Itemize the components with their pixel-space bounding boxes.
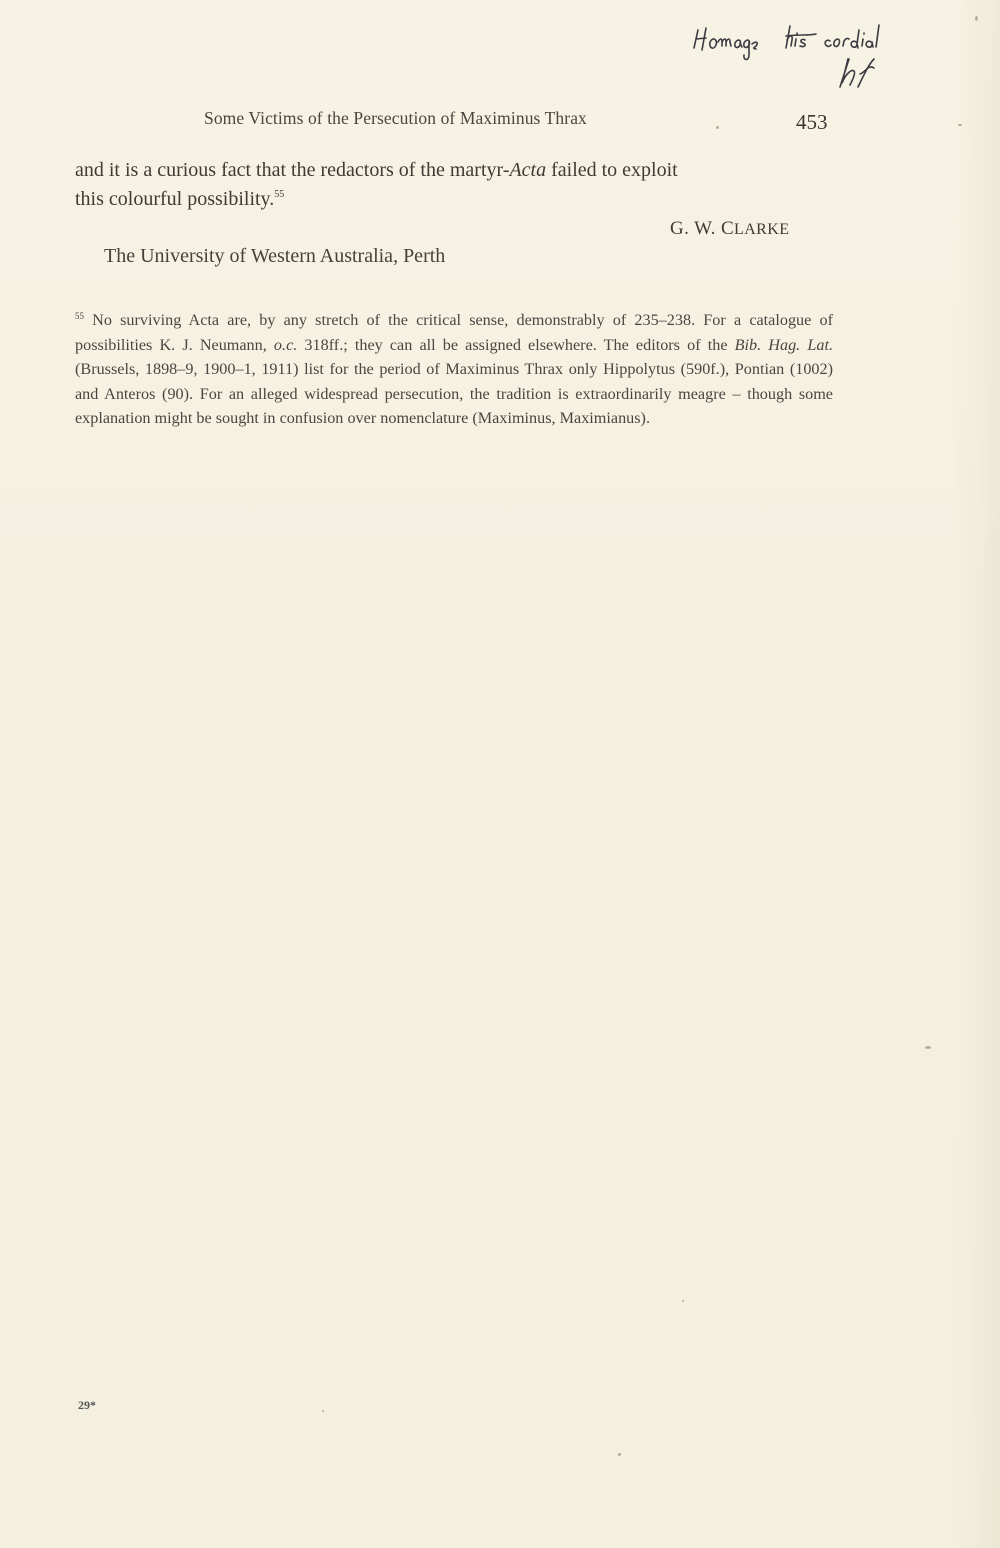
paper-speck [322, 1410, 324, 1412]
paper-speck [716, 126, 719, 129]
footnote-text-3: (Brussels, 1898–9, 1900–1, 1911) list for the period of Maximinus Thrax only Hippolytus (590f.), Pontian (1002) and Anteros (90). For an alleged widespread persecution, the tradition is extraordinarily meagre – though some explanation might be sought in confusion over nomenclature (Maximinus, Maximianus). [75, 360, 833, 427]
handwritten-inscription [690, 12, 920, 90]
author-initials: G. W. C [670, 218, 735, 239]
page-edge-shading [954, 0, 1000, 1548]
footnote-reference: 55 [274, 189, 285, 200]
body-paragraph [75, 156, 835, 214]
body-text-3: this colourful possibility. [75, 188, 275, 210]
author-signature [670, 218, 789, 240]
footnote-number: 55 [75, 311, 84, 321]
footnote-text-1: No surviving Acta are, by any stretch of the critical sense, demonstrably of 235–238. For a catalogue of possibilities K. J. Neumann, [75, 311, 833, 354]
sheet-signature-mark: 29* [78, 1398, 96, 1412]
footnote-italic-bhl: Bib. Hag. Lat. [734, 335, 833, 354]
body-text-1: and it is a curious fact that the redactors of the martyr- [75, 159, 510, 181]
paper-speck [975, 16, 978, 21]
page-number: 453 [796, 110, 828, 134]
paper-speck [618, 1453, 621, 1456]
footnote-text-2: 318ff.; they can all be assigned elsewhere. The editors of the [297, 335, 735, 354]
author-surname-smallcaps: LARKE [734, 221, 790, 238]
paper-speck [925, 1046, 931, 1049]
body-text-2: failed to exploit [546, 159, 678, 181]
running-head-title: Some Victims of the Persecution of Maximinus Thrax [204, 108, 587, 128]
paper-speck [682, 1300, 684, 1302]
paper-speck [958, 124, 962, 126]
author-affiliation: The University of Western Australia, Perth [104, 245, 446, 267]
footnote-55 [75, 308, 833, 431]
body-italic-acta: Acta [509, 159, 547, 181]
footnote-italic-oc: o.c. [273, 335, 298, 354]
